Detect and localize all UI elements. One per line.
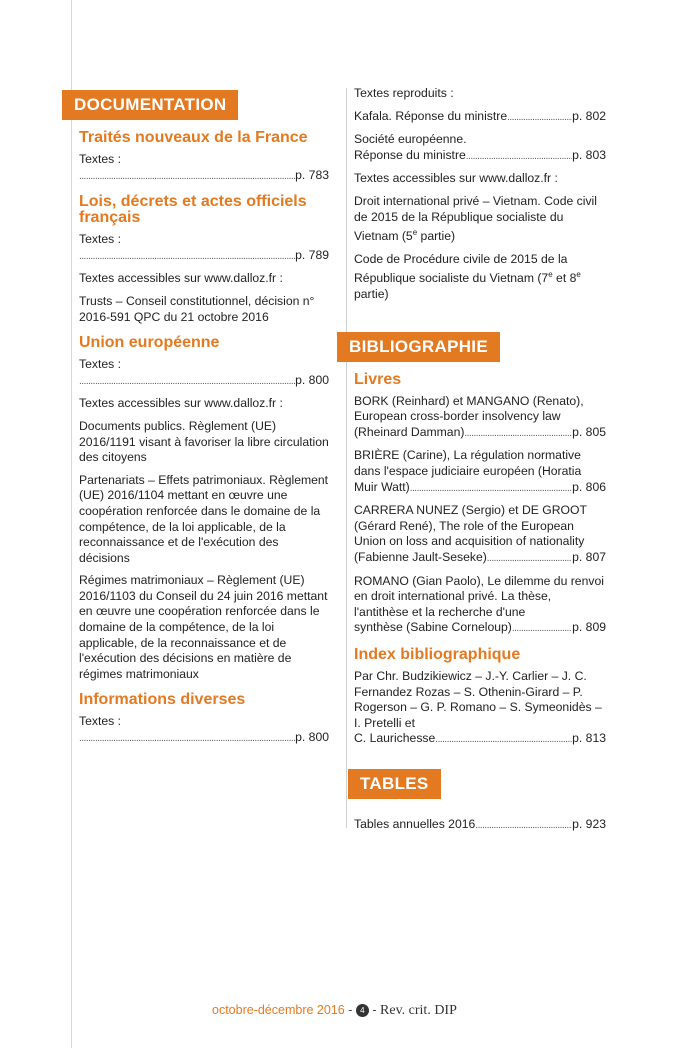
page-ref: p. 805 [572, 424, 606, 439]
footer-date: octobre-décembre 2016 [212, 1003, 345, 1017]
entry-text: synthèse (Sabine Corneloup) [354, 620, 512, 635]
page-ref: p. 923 [572, 816, 606, 831]
entry-text: BORK (Reinhard) et MANGANO (Renato), European cross-border insolvency law [354, 393, 584, 424]
section-title-index: Index bibliographique [354, 645, 521, 663]
entry-text: CARRERA NUNEZ (Sergio) et DE GROOT (Gérard René), The role of the European Union on loss and acquisition of nationality [354, 503, 587, 549]
bibliographie-banner: BIBLIOGRAPHIE [337, 332, 500, 362]
section-title-union-europeenne: Union européenne [79, 334, 220, 352]
entry-text: BRIÈRE (Carine), La régulation normative dans l'espace judiciaire européen (Horatia [354, 448, 582, 479]
column-divider [346, 88, 347, 828]
entry-ue-partenariats: Partenariats – Effets patrimoniaux. Règlement (UE) 2016/1104 mettant en œuvre une coopération renforcée dans le domaine de la compétence, de la loi applicable, de la reconnaissance et de l'exécution des décisions [79, 472, 329, 565]
entry-vietnam-code-civil [354, 194, 606, 245]
entry-label: Textes : [79, 357, 121, 372]
entry-ue-accessibles [79, 396, 329, 412]
page-ref: p. 789 [295, 247, 329, 262]
section-title-lois: Lois, décrets et actes officiels français [79, 193, 307, 227]
page-number-badge: 4 [356, 1004, 369, 1017]
entry-livre-bork [354, 394, 606, 442]
page-footer [212, 1003, 457, 1019]
entry-ue-regimes: Régimes matrimoniaux – Règlement (UE) 2016/1103 du Conseil du 24 juin 2016 mettant en œuvre une coopération renforcée dans le domaine de la compétence, de la loi applicable, de la reconnaissance et de l'exécution des décisions en matière de régimes matrimoniaux [79, 573, 328, 681]
entry-text: Kafala. Réponse du ministre [354, 108, 508, 123]
superscript: e [548, 270, 553, 280]
entry-text: (Fabienne Jault-Seseke) [354, 550, 487, 564]
entry-text: Tables annuelles 2016 [354, 816, 476, 831]
entry-text: ROMANO (Gian Paolo), Le dilemme du renvoi en droit international privé. La thèse, l'antithèse et la recherche d'une [354, 573, 604, 619]
journal-name: Rev. crit. DIP [380, 1003, 457, 1018]
page-ref: p. 783 [295, 167, 329, 182]
section-title-traites: Traités nouveaux de la France [79, 129, 308, 146]
section-title-livres: Livres [354, 370, 402, 388]
page-ref: p. 806 [572, 479, 606, 494]
entry-lois-trusts: Trusts – Conseil constitutionnel, décision n° 2016-591 QPC du 21 octobre 2016 [79, 293, 315, 324]
entry-text: Muir Watt) [354, 479, 410, 494]
entry-livre-romano [354, 574, 606, 637]
right-column [349, 86, 606, 841]
page-ref: p. 800 [295, 730, 329, 745]
entry-textes-reproduits: Textes reproduits : [354, 86, 454, 100]
entry-livre-carrera [354, 503, 606, 566]
page-ref: p. 809 [572, 620, 606, 635]
entry-text: Société européenne. [354, 132, 467, 147]
footer-separator: - [348, 1003, 353, 1017]
entry-lois-textes [79, 232, 329, 264]
entry-text: Droit international privé – Vietnam. Code civil de 2015 de la République socialiste du Vietnam (5 [354, 193, 597, 244]
entry-ue-textes [79, 357, 329, 389]
entry-text: (Rheinard Damman) [354, 424, 465, 439]
entry-livre-briere [354, 448, 606, 496]
section-title-informations-diverses: Informations diverses [79, 691, 246, 709]
entry-label: Textes : [79, 714, 121, 729]
entry-infos-textes [79, 714, 329, 746]
entry-lois-accessibles [79, 271, 329, 287]
page-ref: p. 800 [295, 372, 329, 387]
entry-ue-documents-publics: Documents publics. Règlement (UE) 2016/1191 visant à favoriser la libre circulation des citoyens [79, 418, 329, 465]
page-margin-rule [71, 0, 72, 1048]
page-ref: p. 802 [572, 108, 606, 123]
entry-label: Textes accessibles sur www.dalloz.fr : [79, 396, 283, 411]
entry-traites-textes [79, 152, 329, 184]
entry-societe-europeenne [354, 132, 606, 164]
entry-text: partie) [417, 229, 456, 244]
entry-vietnam-code-procedure [354, 252, 606, 303]
entry-label: Textes accessibles sur www.dalloz.fr : [79, 271, 283, 286]
page-ref: p. 813 [572, 731, 606, 746]
entry-text: et 8 [552, 271, 577, 286]
left-column [74, 90, 329, 754]
entry-label: Textes : [79, 152, 121, 166]
tables-banner: TABLES [348, 769, 441, 799]
entry-index-bibliographique [354, 669, 606, 748]
superscript: e [412, 228, 418, 238]
entry-text: Par Chr. Budzikiewicz – J.-Y. Carlier – J. C. Fernandez Rozas – S. Othenin-Girard – P. Rogerson – G. P. Romano – S. Symeonidès – I. Pretelli et [354, 668, 602, 730]
entry-tables-annuelles [354, 817, 606, 834]
entry-text: Réponse du ministre [354, 147, 466, 162]
superscript: e [576, 270, 581, 280]
documentation-banner: DOCUMENTATION [62, 90, 238, 120]
entry-label: Textes : [79, 232, 121, 247]
page-ref: p. 807 [572, 550, 606, 564]
entry-textes-accessibles: Textes accessibles sur www.dalloz.fr : [354, 171, 558, 186]
entry-kafala [354, 109, 606, 126]
entry-text: C. Laurichesse [354, 731, 436, 746]
page-ref: p. 803 [572, 147, 606, 162]
entry-text: Code de Procédure civile de 2015 de la République socialiste du Vietnam (7 [354, 251, 568, 286]
entry-text: partie) [354, 287, 389, 302]
footer-separator: - [372, 1003, 377, 1017]
